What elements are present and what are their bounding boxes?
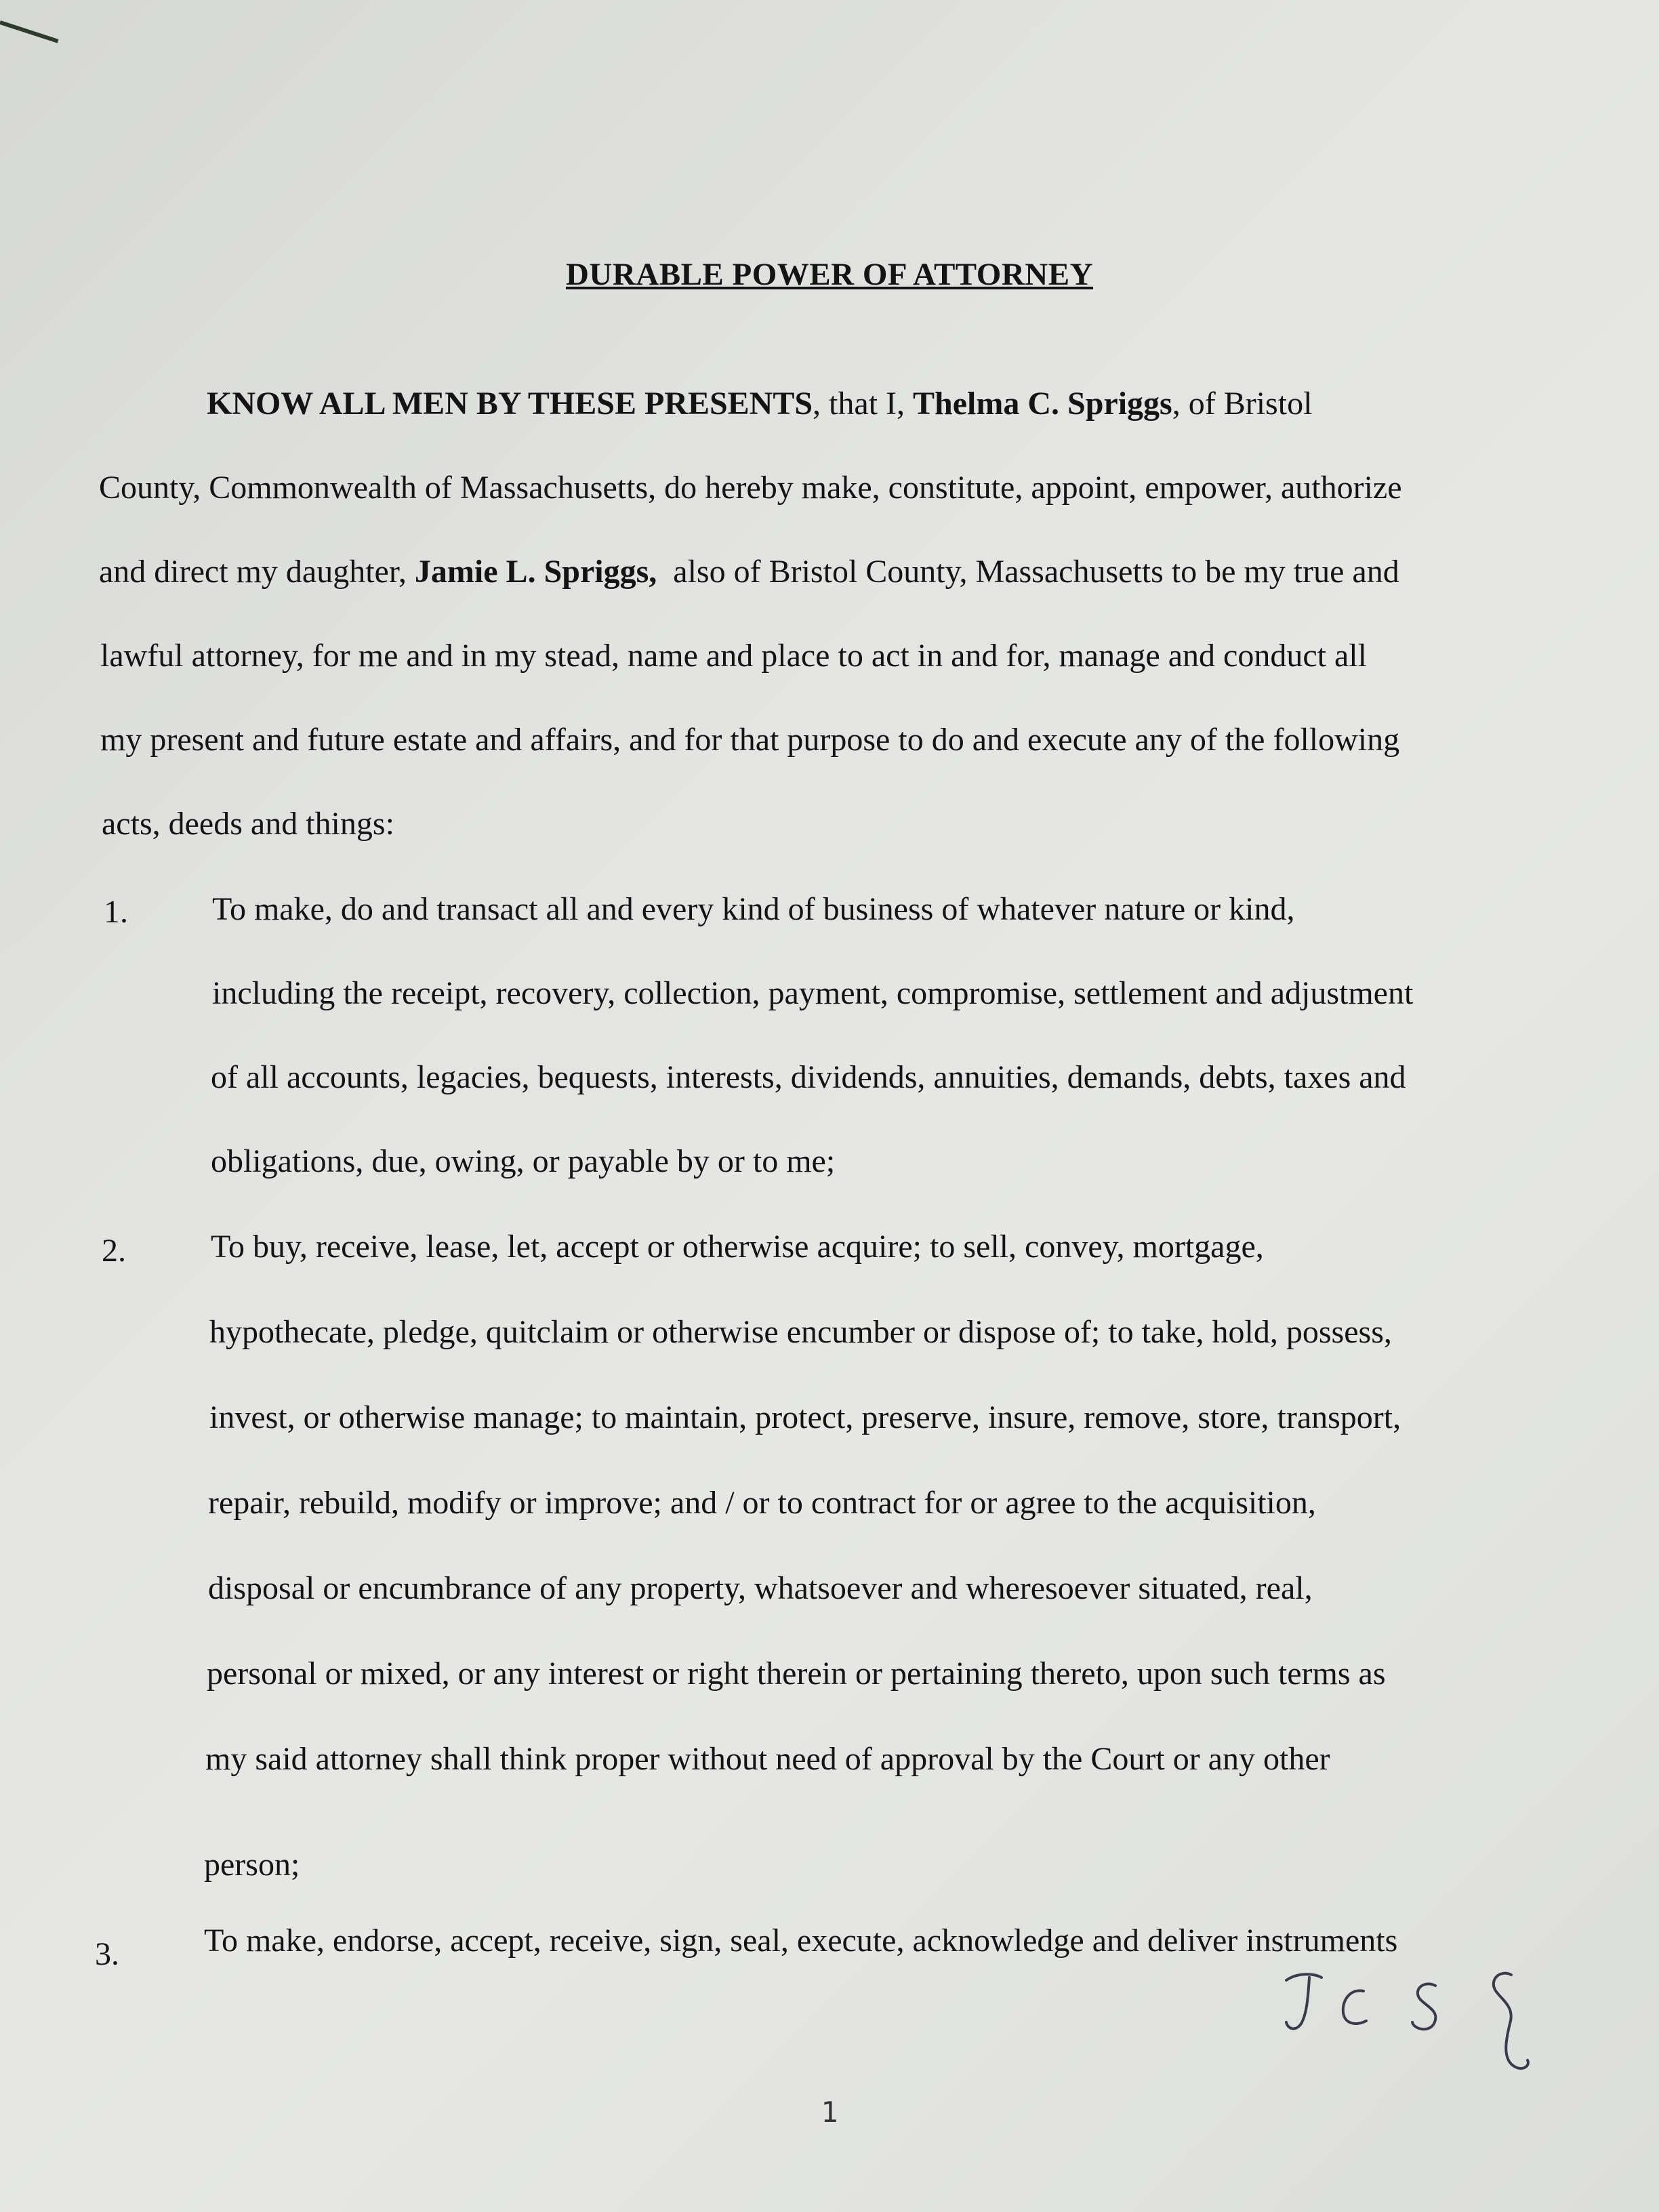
intro-line-3 [99,556,1399,588]
item-1-line: including the receipt, recovery, collection, payment, compromise, settlement and adjustment [212,975,1414,1011]
page-number: 1 [821,2095,838,2129]
handwritten-initials [1274,1959,1559,2087]
intro-line-4: lawful attorney, for me and in my stead, name and place to act in and for, manage and conduct all [100,638,1367,674]
item-2-line: repair, rebuild, modify or improve; and / or to contract for or agree to the acquisition, [208,1485,1316,1521]
item-3-line: To make, endorse, accept, receive, sign, seal, execute, acknowledge and deliver instruments [204,1923,1398,1959]
intro-text: , that I, [813,386,914,422]
item-2-line: hypothecate, pledge, quitclaim or otherwise encumber or dispose of; to take, hold, possess, [209,1314,1392,1350]
item-2-line: person; [204,1847,300,1883]
corner-pen-mark [0,20,59,43]
intro-text: also of Bristol County, Massachusetts to be my true and [657,554,1399,590]
item-2-line: disposal or encumbrance of any property, whatsoever and wheresoever situated, real, [208,1570,1313,1606]
document-title: DURABLE POWER OF ATTORNEY [565,257,1094,292]
item-1-line: To make, do and transact all and every kind of business of whatever nature or kind, [212,891,1295,927]
item-2-line: To buy, receive, lease, let, accept or otherwise acquire; to sell, convey, mortgage, [211,1229,1264,1265]
attorney-name: Jamie L. Spriggs, [414,554,657,590]
item-1-line: obligations, due, owing, or payable by or to me; [211,1143,836,1179]
intro-heading: KNOW ALL MEN BY THESE PRESENTS [207,386,813,422]
intro-line-6: acts, deeds and things: [102,806,394,842]
intro-text: , of Bristol [1172,386,1313,422]
item-1-line: of all accounts, legacies, bequests, interests, dividends, annuities, demands, debts, taxes and [211,1059,1406,1095]
item-2-line: my said attorney shall think proper without need of approval by the Court or any other [205,1741,1330,1777]
intro-line-5: my present and future estate and affairs, and for that purpose to do and execute any of the following [100,722,1400,758]
intro-line-2: County, Commonwealth of Massachusetts, do hereby make, constitute, appoint, empower, authorize [99,470,1402,506]
intro-line-1 [207,388,1490,420]
item-number: 1. [104,894,128,930]
intro-text: and direct my daughter, [99,554,415,590]
grantor-name: Thelma C. Spriggs [913,386,1172,422]
item-2-line: invest, or otherwise manage; to maintain, protect, preserve, insure, remove, store, transport, [209,1399,1401,1435]
item-2-line: personal or mixed, or any interest or right therein or pertaining thereto, upon such terms as [207,1656,1386,1692]
item-number: 3. [95,1936,119,1972]
item-number: 2. [102,1233,126,1269]
